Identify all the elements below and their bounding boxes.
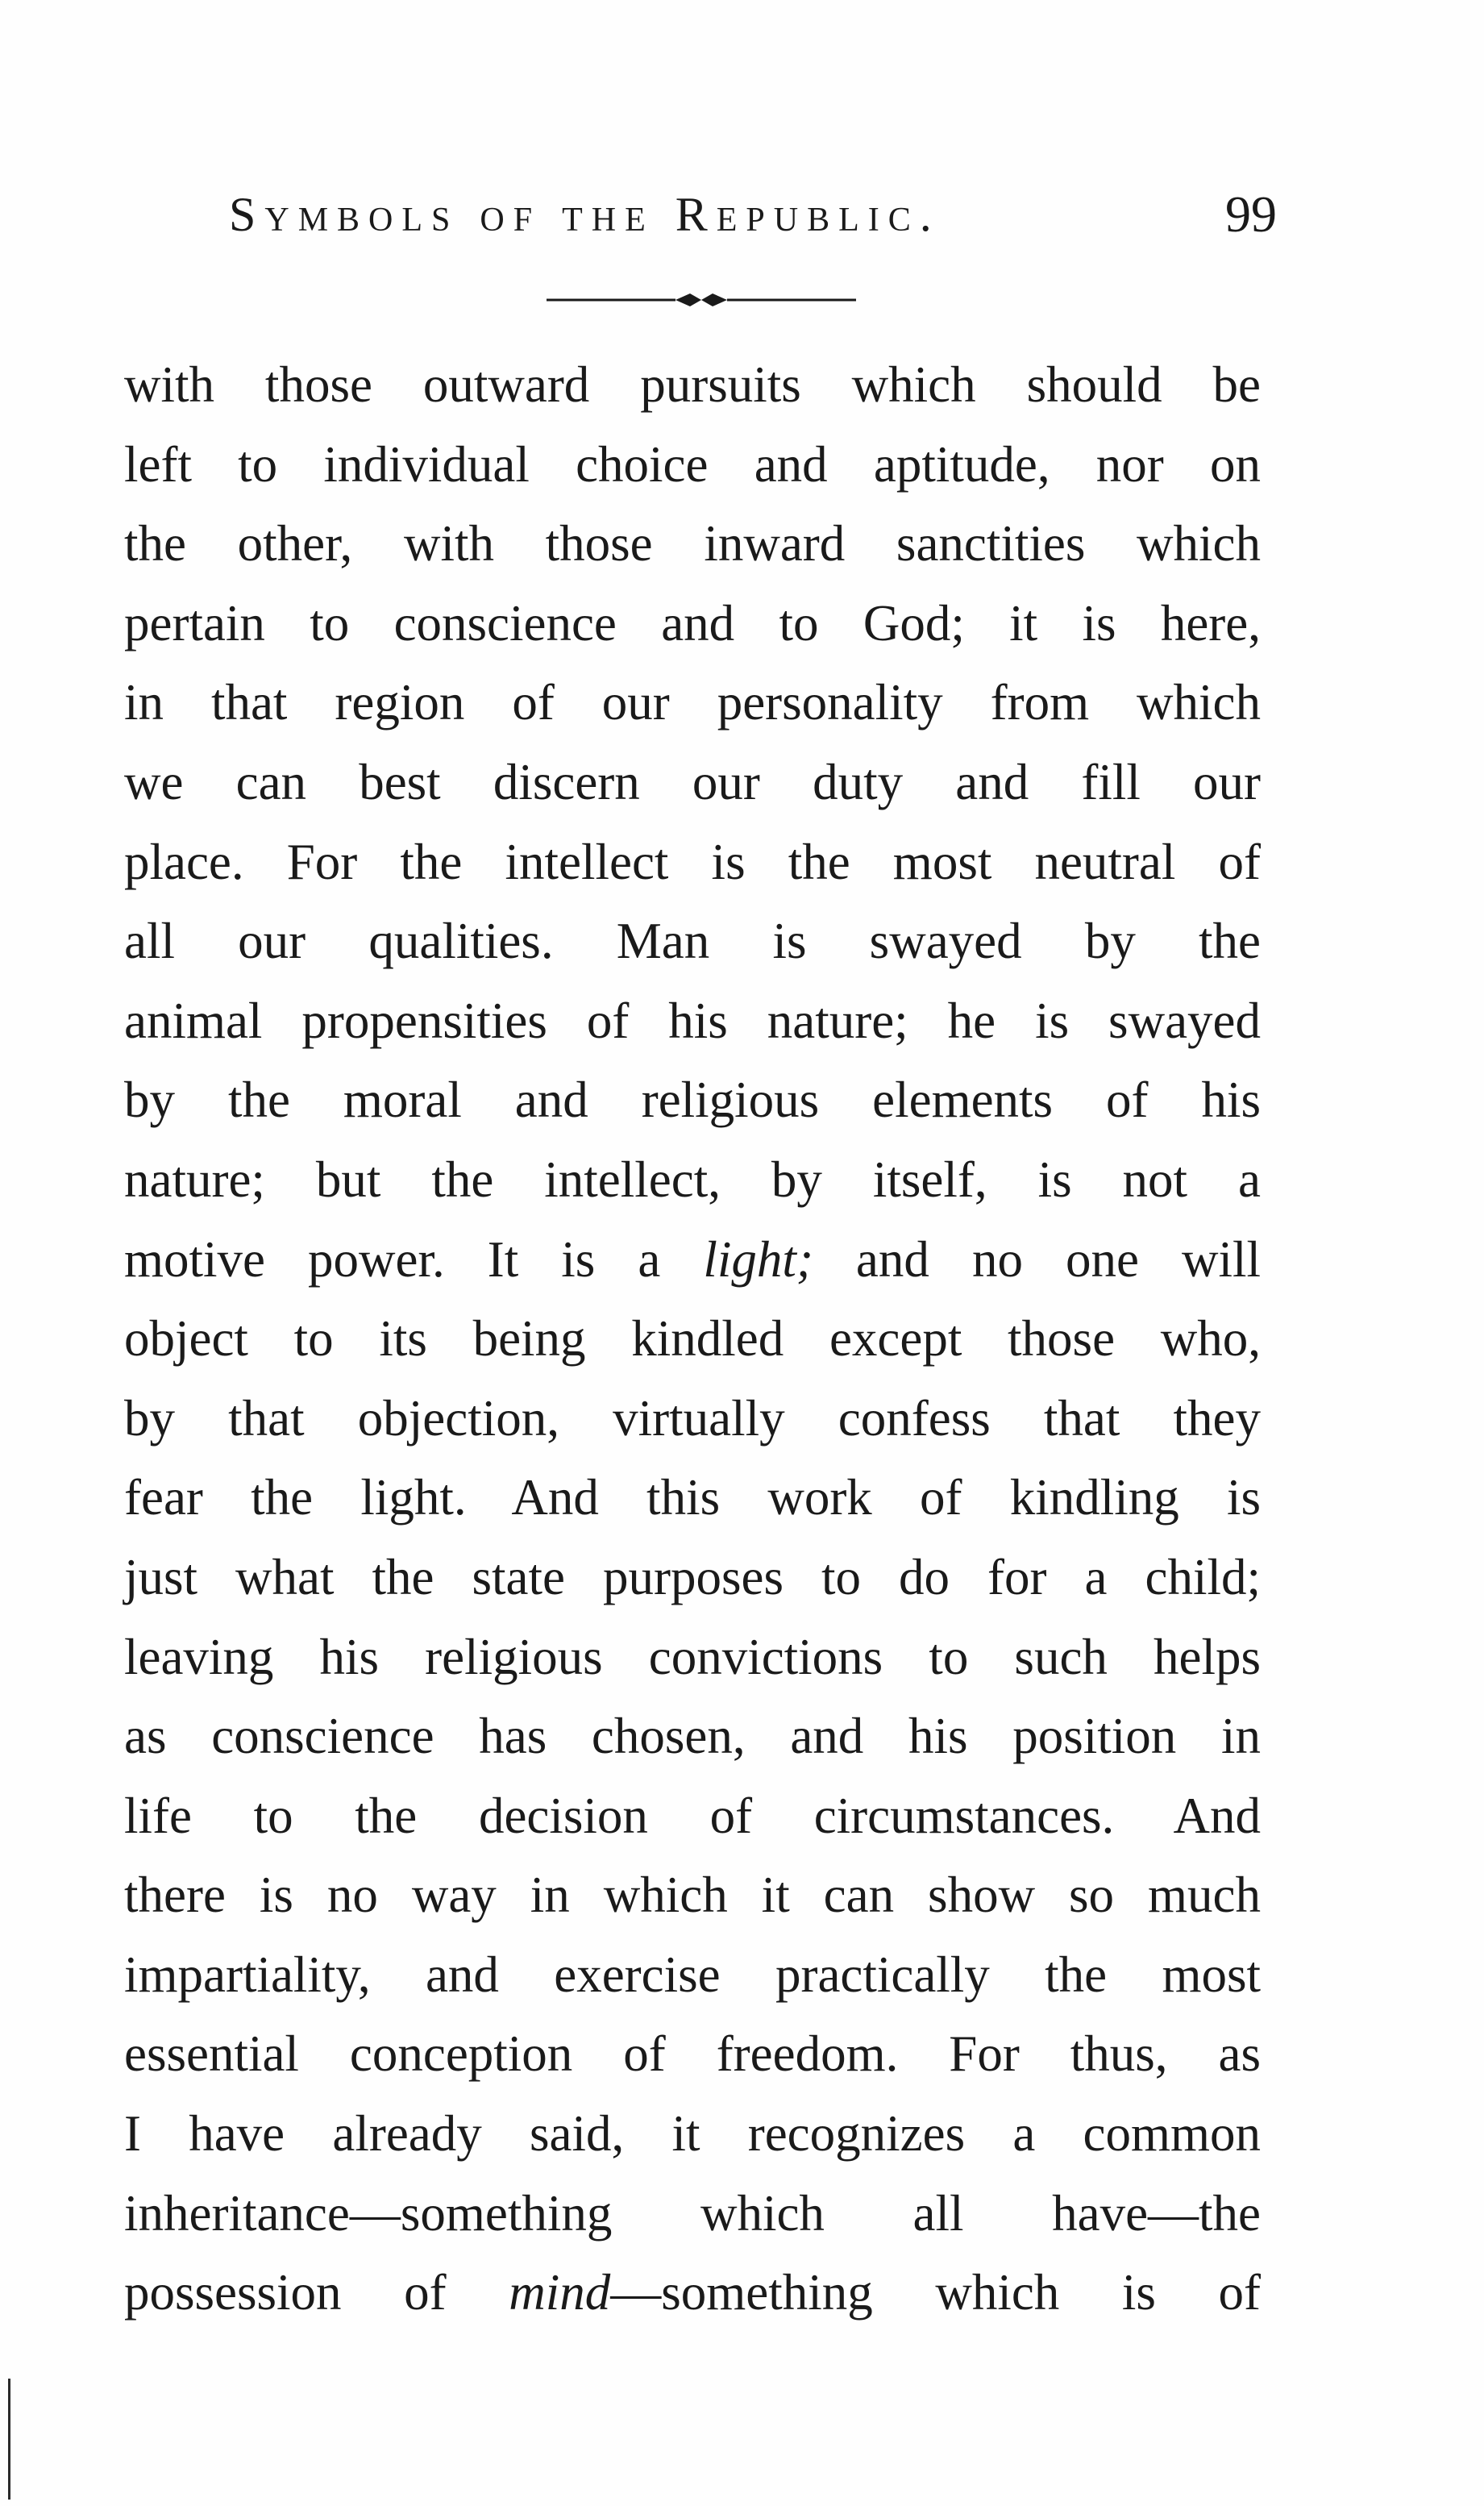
text-segment: possession of <box>124 2264 509 2321</box>
page-number: 99 <box>1225 185 1277 243</box>
text-line: just what the state purposes to do for a child; <box>124 1548 1261 1605</box>
text-line: life to the decision of circumstances. And <box>124 1787 1261 1844</box>
text-line: left to individual choice and aptitude, nor on <box>124 435 1261 493</box>
text-line: by that objection, virtually confess that they <box>124 1389 1261 1447</box>
text-line: there is no way in which it can show so much <box>124 1867 1261 1924</box>
text-line: the other, with those inward sanctities which <box>124 515 1261 572</box>
text-line: place. For the intellect is the most neutral of <box>124 833 1261 890</box>
text-line: leaving his religious convictions to such helps <box>124 1628 1261 1685</box>
text-line: by the moral and religious elements of his <box>124 1072 1261 1129</box>
italic-word-mind: mind <box>509 2264 611 2321</box>
text-line: we can best discern our duty and fill our <box>124 753 1261 810</box>
text-line: in that region of our personality from which <box>124 674 1261 731</box>
text-line: essential conception of freedom. For thus, as <box>124 2025 1261 2083</box>
text-line: as conscience has chosen, and his position in <box>124 1708 1261 1765</box>
text-line: impartiality, and exercise practically the most <box>124 1946 1261 2003</box>
scan-margin-mark <box>8 2379 10 2500</box>
text-line-with-italic <box>124 2253 1261 2333</box>
running-head <box>229 182 1277 247</box>
text-line: inheritance—something which all have—the <box>124 2184 1261 2242</box>
text-line: I have already said, it recognizes a common <box>124 2105 1261 2163</box>
text-line: animal propensities of his nature; he is swayed <box>124 992 1261 1049</box>
text-line: nature; but the intellect, by itself, is not a <box>124 1151 1261 1208</box>
text-line-with-italic <box>124 1220 1261 1300</box>
text-line: pertain to conscience and to God; it is here, <box>124 594 1261 651</box>
text-line: all our qualities. Man is swayed by the <box>124 913 1261 970</box>
ornament-divider <box>547 290 856 310</box>
body-text <box>124 345 1261 2333</box>
text-line: with those outward pursuits which should be <box>124 356 1261 413</box>
ornament-rule-icon <box>547 290 856 310</box>
text-segment: —something which is of <box>610 2264 1262 2321</box>
text-segment: and no one will <box>813 1230 1262 1288</box>
text-line: fear the light. And this work of kindling is <box>124 1469 1261 1526</box>
italic-word-light: light; <box>703 1230 813 1288</box>
text-line: object to its being kindled except those who, <box>124 1310 1261 1367</box>
text-segment: motive power. It is a <box>124 1230 704 1288</box>
running-title: Symbols of the Republic. <box>229 188 941 241</box>
